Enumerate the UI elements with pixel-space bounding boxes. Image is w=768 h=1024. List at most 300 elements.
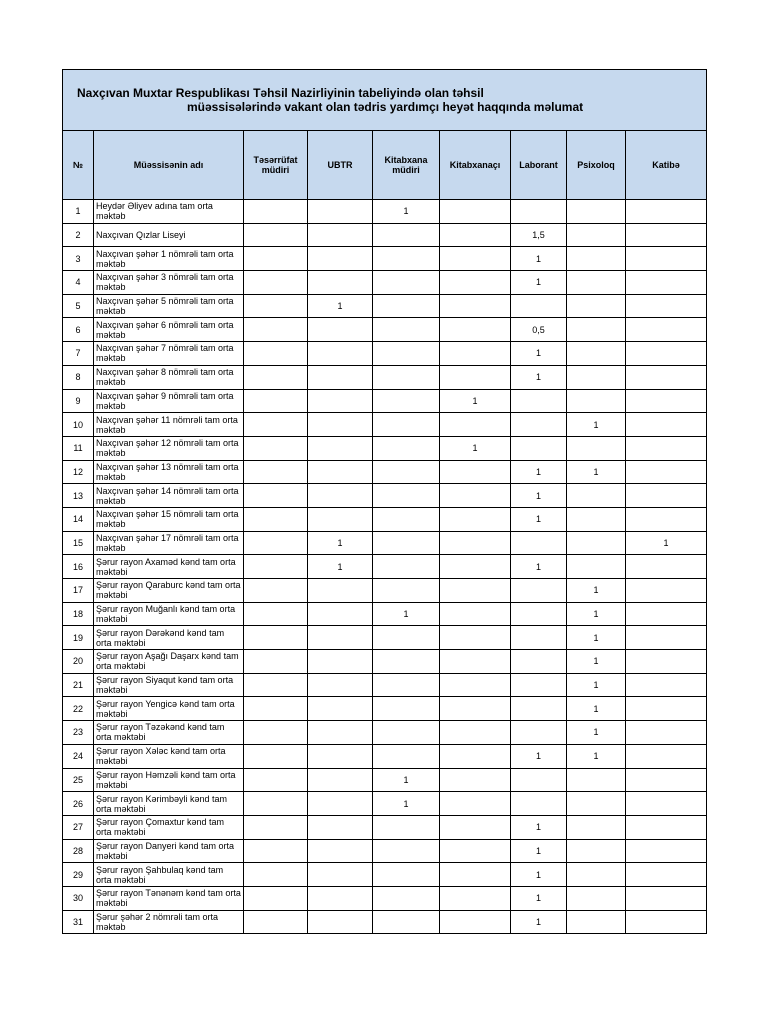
cell-farm-manager — [244, 792, 308, 816]
cell-number: 28 — [63, 839, 94, 863]
cell-laboratory: 1 — [511, 342, 567, 366]
cell-laboratory — [511, 673, 567, 697]
table-row — [63, 839, 707, 863]
cell-ubtr — [308, 579, 373, 603]
cell-secretary — [626, 484, 707, 508]
cell-laboratory: 1 — [511, 507, 567, 531]
cell-institution-name: Şərur rayon Muğanlı kənd tam orta məktəbi — [94, 602, 244, 626]
cell-farm-manager — [244, 886, 308, 910]
cell-number: 16 — [63, 555, 94, 579]
cell-institution-name: Naxçıvan Qızlar Liseyi — [94, 223, 244, 247]
cell-psychologist — [567, 294, 626, 318]
cell-farm-manager — [244, 768, 308, 792]
cell-number: 9 — [63, 389, 94, 413]
cell-psychologist — [567, 389, 626, 413]
cell-library-head — [373, 626, 440, 650]
table-row — [63, 484, 707, 508]
cell-secretary — [626, 342, 707, 366]
cell-ubtr — [308, 365, 373, 389]
vacancy-table — [62, 69, 707, 934]
cell-secretary — [626, 436, 707, 460]
cell-institution-name: Şərur rayon Kərimbəyli kənd tam orta məktəbi — [94, 792, 244, 816]
cell-secretary: 1 — [626, 531, 707, 555]
cell-library-head — [373, 436, 440, 460]
cell-laboratory: 1 — [511, 839, 567, 863]
cell-librarian — [440, 697, 511, 721]
title-line-2: müəssisələrində vakant olan tədris yardımçı heyət haqqında məlumat — [187, 100, 584, 114]
cell-librarian — [440, 555, 511, 579]
cell-librarian — [440, 626, 511, 650]
cell-library-head: 1 — [373, 200, 440, 224]
cell-librarian — [440, 294, 511, 318]
cell-psychologist — [567, 792, 626, 816]
cell-ubtr: 1 — [308, 294, 373, 318]
cell-institution-name: Naxçıvan şəhər 14 nömrəli tam orta məktəb — [94, 484, 244, 508]
table-row — [63, 247, 707, 271]
cell-secretary — [626, 768, 707, 792]
cell-secretary — [626, 271, 707, 295]
cell-library-head — [373, 507, 440, 531]
cell-secretary — [626, 602, 707, 626]
cell-secretary — [626, 815, 707, 839]
cell-farm-manager — [244, 815, 308, 839]
cell-library-head — [373, 815, 440, 839]
cell-ubtr — [308, 650, 373, 674]
cell-laboratory: 1 — [511, 815, 567, 839]
cell-farm-manager — [244, 342, 308, 366]
cell-farm-manager — [244, 484, 308, 508]
cell-psychologist: 1 — [567, 626, 626, 650]
cell-secretary — [626, 839, 707, 863]
cell-laboratory: 1 — [511, 886, 567, 910]
column-header-laboratory: Laborant — [511, 131, 567, 200]
cell-number: 21 — [63, 673, 94, 697]
table-row — [63, 318, 707, 342]
cell-ubtr — [308, 910, 373, 934]
cell-librarian — [440, 650, 511, 674]
cell-laboratory — [511, 413, 567, 437]
cell-farm-manager — [244, 839, 308, 863]
cell-secretary — [626, 579, 707, 603]
cell-secretary — [626, 744, 707, 768]
cell-psychologist — [567, 910, 626, 934]
cell-number: 26 — [63, 792, 94, 816]
cell-laboratory: 1 — [511, 271, 567, 295]
cell-psychologist — [567, 200, 626, 224]
cell-secretary — [626, 413, 707, 437]
table-row — [63, 792, 707, 816]
cell-farm-manager — [244, 626, 308, 650]
cell-library-head — [373, 413, 440, 437]
cell-number: 4 — [63, 271, 94, 295]
cell-laboratory: 1 — [511, 863, 567, 887]
cell-number: 1 — [63, 200, 94, 224]
table-row — [63, 602, 707, 626]
cell-number: 19 — [63, 626, 94, 650]
table-row — [63, 910, 707, 934]
title-row — [63, 70, 707, 131]
cell-secretary — [626, 389, 707, 413]
cell-psychologist: 1 — [567, 673, 626, 697]
cell-number: 17 — [63, 579, 94, 603]
table-row — [63, 650, 707, 674]
cell-ubtr: 1 — [308, 555, 373, 579]
cell-farm-manager — [244, 744, 308, 768]
cell-ubtr — [308, 460, 373, 484]
cell-library-head — [373, 484, 440, 508]
cell-librarian — [440, 531, 511, 555]
cell-number: 8 — [63, 365, 94, 389]
cell-library-head — [373, 650, 440, 674]
table-row — [63, 555, 707, 579]
cell-laboratory — [511, 579, 567, 603]
cell-librarian — [440, 223, 511, 247]
cell-psychologist — [567, 271, 626, 295]
cell-number: 25 — [63, 768, 94, 792]
cell-ubtr — [308, 815, 373, 839]
cell-laboratory — [511, 721, 567, 745]
cell-number: 22 — [63, 697, 94, 721]
cell-library-head — [373, 673, 440, 697]
column-header-farm-manager: Təsərrüfat müdiri — [244, 131, 308, 200]
cell-secretary — [626, 650, 707, 674]
cell-ubtr — [308, 507, 373, 531]
cell-institution-name: Şərur rayon Siyaqut kənd tam orta məktəbi — [94, 673, 244, 697]
cell-laboratory: 1 — [511, 247, 567, 271]
table-row — [63, 507, 707, 531]
cell-farm-manager — [244, 579, 308, 603]
cell-laboratory: 1 — [511, 910, 567, 934]
column-header-institution: Müəssisənin adı — [94, 131, 244, 200]
cell-library-head — [373, 886, 440, 910]
cell-farm-manager — [244, 602, 308, 626]
cell-laboratory — [511, 436, 567, 460]
cell-number: 10 — [63, 413, 94, 437]
cell-librarian — [440, 815, 511, 839]
cell-librarian — [440, 460, 511, 484]
cell-librarian: 1 — [440, 436, 511, 460]
cell-number: 18 — [63, 602, 94, 626]
cell-farm-manager — [244, 318, 308, 342]
cell-psychologist — [567, 815, 626, 839]
cell-librarian — [440, 768, 511, 792]
cell-ubtr — [308, 744, 373, 768]
cell-librarian — [440, 910, 511, 934]
cell-institution-name: Şərur rayon Həmzəli kənd tam orta məktəbi — [94, 768, 244, 792]
cell-library-head — [373, 223, 440, 247]
cell-library-head — [373, 744, 440, 768]
cell-ubtr — [308, 389, 373, 413]
table-row — [63, 863, 707, 887]
cell-farm-manager — [244, 294, 308, 318]
cell-librarian — [440, 579, 511, 603]
cell-ubtr — [308, 200, 373, 224]
cell-psychologist — [567, 484, 626, 508]
cell-farm-manager — [244, 389, 308, 413]
cell-psychologist — [567, 768, 626, 792]
cell-institution-name: Şərur rayon Axaməd kənd tam orta məktəbi — [94, 555, 244, 579]
cell-psychologist: 1 — [567, 721, 626, 745]
cell-institution-name: Naxçıvan şəhər 6 nömrəli tam orta məktəb — [94, 318, 244, 342]
cell-psychologist: 1 — [567, 602, 626, 626]
cell-laboratory — [511, 531, 567, 555]
cell-library-head — [373, 721, 440, 745]
cell-institution-name: Şərur rayon Şahbulaq kənd tam orta məktəbi — [94, 863, 244, 887]
cell-library-head — [373, 365, 440, 389]
cell-ubtr — [308, 721, 373, 745]
table-row — [63, 436, 707, 460]
cell-number: 7 — [63, 342, 94, 366]
cell-farm-manager — [244, 271, 308, 295]
cell-farm-manager — [244, 507, 308, 531]
cell-number: 13 — [63, 484, 94, 508]
cell-institution-name: Şərur rayon Danyeri kənd tam orta məktəbi — [94, 839, 244, 863]
column-header-psychologist: Psixoloq — [567, 131, 626, 200]
table-row — [63, 579, 707, 603]
cell-psychologist — [567, 223, 626, 247]
cell-library-head — [373, 863, 440, 887]
title-line-1: Naxçıvan Muxtar Respublikası Təhsil Nazirliyinin tabeliyində olan təhsil — [77, 86, 484, 100]
cell-librarian — [440, 247, 511, 271]
cell-psychologist — [567, 342, 626, 366]
cell-ubtr — [308, 436, 373, 460]
cell-psychologist: 1 — [567, 579, 626, 603]
cell-secretary — [626, 200, 707, 224]
cell-psychologist: 1 — [567, 413, 626, 437]
table-row — [63, 673, 707, 697]
cell-secretary — [626, 792, 707, 816]
table-row — [63, 413, 707, 437]
cell-number: 2 — [63, 223, 94, 247]
cell-ubtr — [308, 792, 373, 816]
table-row — [63, 721, 707, 745]
cell-librarian — [440, 839, 511, 863]
cell-psychologist — [567, 555, 626, 579]
cell-ubtr — [308, 697, 373, 721]
cell-number: 30 — [63, 886, 94, 910]
cell-farm-manager — [244, 365, 308, 389]
cell-ubtr — [308, 863, 373, 887]
cell-librarian — [440, 484, 511, 508]
cell-psychologist — [567, 507, 626, 531]
table-row — [63, 697, 707, 721]
table-row — [63, 271, 707, 295]
header-row — [63, 131, 707, 200]
table-row — [63, 389, 707, 413]
cell-librarian — [440, 744, 511, 768]
cell-library-head — [373, 247, 440, 271]
cell-secretary — [626, 365, 707, 389]
cell-library-head — [373, 318, 440, 342]
cell-laboratory — [511, 792, 567, 816]
column-header-ubtr: UBTR — [308, 131, 373, 200]
cell-librarian — [440, 271, 511, 295]
cell-ubtr — [308, 602, 373, 626]
cell-farm-manager — [244, 436, 308, 460]
cell-farm-manager — [244, 531, 308, 555]
cell-librarian — [440, 342, 511, 366]
cell-farm-manager — [244, 673, 308, 697]
cell-laboratory — [511, 650, 567, 674]
cell-farm-manager — [244, 697, 308, 721]
cell-laboratory — [511, 602, 567, 626]
table-row — [63, 342, 707, 366]
cell-secretary — [626, 721, 707, 745]
cell-psychologist — [567, 839, 626, 863]
cell-psychologist — [567, 886, 626, 910]
column-header-librarian: Kitabxanaçı — [440, 131, 511, 200]
cell-farm-manager — [244, 247, 308, 271]
cell-laboratory: 1 — [511, 744, 567, 768]
cell-ubtr — [308, 768, 373, 792]
cell-library-head — [373, 910, 440, 934]
cell-library-head — [373, 342, 440, 366]
cell-number: 12 — [63, 460, 94, 484]
cell-secretary — [626, 673, 707, 697]
cell-psychologist — [567, 863, 626, 887]
cell-librarian — [440, 507, 511, 531]
cell-secretary — [626, 460, 707, 484]
cell-number: 24 — [63, 744, 94, 768]
cell-farm-manager — [244, 721, 308, 745]
cell-librarian — [440, 318, 511, 342]
cell-institution-name: Şərur rayon Dərəkənd kənd tam orta məktəbi — [94, 626, 244, 650]
cell-librarian — [440, 863, 511, 887]
cell-farm-manager — [244, 460, 308, 484]
cell-laboratory: 1,5 — [511, 223, 567, 247]
cell-library-head — [373, 294, 440, 318]
cell-ubtr — [308, 484, 373, 508]
cell-psychologist — [567, 247, 626, 271]
cell-institution-name: Şərur rayon Təzəkənd kənd tam orta məktəbi — [94, 721, 244, 745]
table-title — [63, 70, 707, 131]
cell-laboratory — [511, 389, 567, 413]
cell-institution-name: Şərur rayon Tənənəm kənd tam orta məktəbi — [94, 886, 244, 910]
cell-institution-name: Şərur rayon Çomaxtur kənd tam orta məktəbi — [94, 815, 244, 839]
cell-librarian — [440, 365, 511, 389]
cell-secretary — [626, 886, 707, 910]
table-row — [63, 886, 707, 910]
cell-institution-name: Şərur rayon Yengicə kənd tam orta məktəbi — [94, 697, 244, 721]
cell-institution-name: Şərur rayon Xələc kənd tam orta məktəbi — [94, 744, 244, 768]
cell-laboratory: 0,5 — [511, 318, 567, 342]
cell-secretary — [626, 507, 707, 531]
table-row — [63, 744, 707, 768]
cell-librarian — [440, 886, 511, 910]
cell-institution-name: Naxçıvan şəhər 7 nömrəli tam orta məktəb — [94, 342, 244, 366]
cell-farm-manager — [244, 413, 308, 437]
table-row — [63, 200, 707, 224]
cell-institution-name: Naxçıvan şəhər 8 nömrəli tam orta məktəb — [94, 365, 244, 389]
cell-farm-manager — [244, 910, 308, 934]
cell-secretary — [626, 697, 707, 721]
cell-institution-name: Naxçıvan şəhər 5 nömrəli tam orta məktəb — [94, 294, 244, 318]
cell-farm-manager — [244, 555, 308, 579]
cell-psychologist: 1 — [567, 697, 626, 721]
column-header-number: № — [63, 131, 94, 200]
table-row — [63, 223, 707, 247]
column-header-secretary: Katibə — [626, 131, 707, 200]
table-row — [63, 460, 707, 484]
cell-number: 5 — [63, 294, 94, 318]
cell-institution-name: Naxçıvan şəhər 1 nömrəli tam orta məktəb — [94, 247, 244, 271]
cell-farm-manager — [244, 200, 308, 224]
cell-librarian — [440, 673, 511, 697]
cell-ubtr: 1 — [308, 531, 373, 555]
cell-secretary — [626, 555, 707, 579]
cell-institution-name: Şərur şəhər 2 nömrəli tam orta məktəb — [94, 910, 244, 934]
cell-institution-name: Naxçıvan şəhər 13 nömrəli tam orta məktəb — [94, 460, 244, 484]
cell-ubtr — [308, 626, 373, 650]
cell-ubtr — [308, 673, 373, 697]
cell-secretary — [626, 626, 707, 650]
cell-institution-name: Naxçıvan şəhər 15 nömrəli tam orta məktəb — [94, 507, 244, 531]
cell-laboratory — [511, 768, 567, 792]
cell-institution-name: Naxçıvan şəhər 17 nömrəli tam orta məktəb — [94, 531, 244, 555]
cell-library-head: 1 — [373, 602, 440, 626]
cell-librarian — [440, 792, 511, 816]
cell-secretary — [626, 863, 707, 887]
cell-institution-name: Şərur rayon Aşağı Daşarx kənd tam orta məktəbi — [94, 650, 244, 674]
cell-librarian — [440, 413, 511, 437]
cell-ubtr — [308, 271, 373, 295]
cell-secretary — [626, 247, 707, 271]
cell-institution-name: Heydər Əliyev adına tam orta məktəb — [94, 200, 244, 224]
table-row — [63, 531, 707, 555]
cell-number: 11 — [63, 436, 94, 460]
cell-library-head — [373, 579, 440, 603]
cell-institution-name: Naxçıvan şəhər 12 nömrəli tam orta məktəb — [94, 436, 244, 460]
cell-library-head: 1 — [373, 768, 440, 792]
cell-laboratory — [511, 200, 567, 224]
cell-secretary — [626, 318, 707, 342]
cell-number: 14 — [63, 507, 94, 531]
cell-library-head — [373, 839, 440, 863]
cell-librarian: 1 — [440, 389, 511, 413]
cell-ubtr — [308, 342, 373, 366]
table-row — [63, 768, 707, 792]
cell-ubtr — [308, 413, 373, 437]
cell-library-head — [373, 460, 440, 484]
cell-librarian — [440, 721, 511, 745]
cell-number: 6 — [63, 318, 94, 342]
cell-number: 31 — [63, 910, 94, 934]
cell-psychologist: 1 — [567, 650, 626, 674]
cell-librarian — [440, 602, 511, 626]
cell-library-head — [373, 555, 440, 579]
table-row — [63, 294, 707, 318]
cell-library-head — [373, 389, 440, 413]
cell-institution-name: Naxçıvan şəhər 9 nömrəli tam orta məktəb — [94, 389, 244, 413]
cell-library-head — [373, 271, 440, 295]
cell-library-head — [373, 531, 440, 555]
cell-institution-name: Şərur rayon Qaraburc kənd tam orta məktəbi — [94, 579, 244, 603]
cell-psychologist — [567, 436, 626, 460]
column-header-library-head: Kitabxana müdiri — [373, 131, 440, 200]
cell-farm-manager — [244, 650, 308, 674]
cell-library-head — [373, 697, 440, 721]
cell-library-head: 1 — [373, 792, 440, 816]
table-row — [63, 815, 707, 839]
cell-farm-manager — [244, 863, 308, 887]
cell-laboratory: 1 — [511, 365, 567, 389]
cell-farm-manager — [244, 223, 308, 247]
cell-number: 15 — [63, 531, 94, 555]
cell-laboratory: 1 — [511, 555, 567, 579]
cell-ubtr — [308, 223, 373, 247]
table-row — [63, 626, 707, 650]
cell-psychologist — [567, 365, 626, 389]
